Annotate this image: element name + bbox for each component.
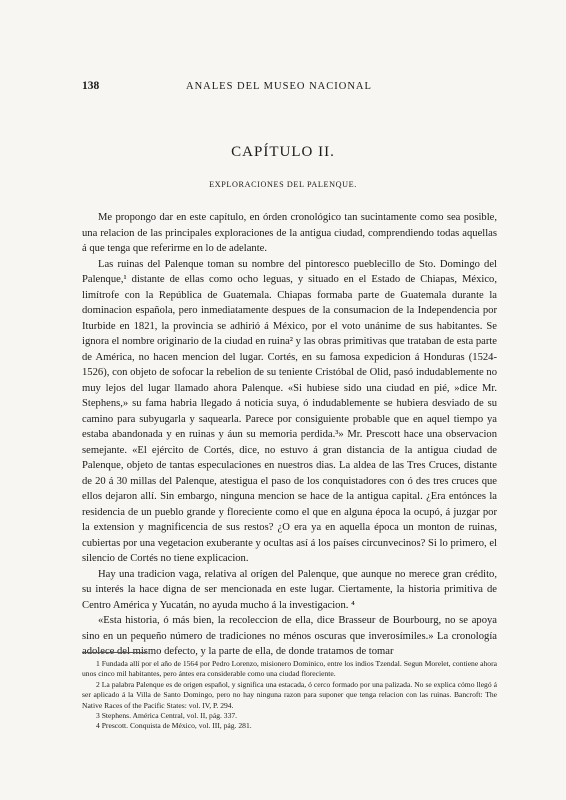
footnote: 3 Stephens. América Central, vol. II, pág. 337. [96,711,238,721]
paragraph: Me propongo dar en este capítulo, en órden cronológico tan sucintamente como sea posible, una relacion de las principales exploraciones de la antigua ciudad, comprendiendo todas aquellas á que tenga que referirme en lo de adelante. [82,212,497,254]
footnote: 2 La palabra Palenque es de origen español, y significa una estacada, ó cerco formado por una palizada. No se explica cómo llegó á ser aplicado á la Villa de Santo Domingo, pero no hay ninguna razon para suponer que tenga relacion con las ruinas. Bancroft: The Native Races of the Pacific States: vol. IV, P. 294. [82,679,497,710]
section-title: EXPLORACIONES DEL PALENQUE. [209,180,357,189]
footnote: 1 Fundada allí por el año de 1564 por Pedro Lorenzo, misionero Dominico, entre los indios Tzendal. Segun Morelet, contiene ahora unos cinco mil habitantes, pero ántes era considerable como una ciudad floreciente. [82,659,497,679]
page-header [82,80,508,92]
running-head: ANALES DEL MUSEO NACIONAL [186,81,372,92]
chapter-title: CAPÍTULO II. [231,144,335,160]
footnote-divider [82,652,146,653]
body-text [82,210,497,660]
paragraph: «Esta historia, ó más bien, la recoleccion de ella, dice Brasseur de Bourbourg, no se apoya sino en un pequeño número de tradiciones no ménos oscuras que inverosímiles.» La cronología adolece del mismo defecto, y la parte de ella, de donde tratamos de tomar [82,615,497,657]
footnote: 4 Prescott. Conquista de México, vol. III, pág. 281. [96,721,252,731]
paragraph: Las ruinas del Palenque toman su nombre del pintoresco pueblecillo de Sto. Domingo del Palenque,¹ distante de ellas como ocho leguas, y situado en el Estado de Chiapas, México, limítrofe con la República de Guatemala. Chiapas formaba parte de Guatemala durante la dominacion española, pero inmediatamente despues de la consumacion de la Independencia por Iturbide en 1821, la provincia se adhirió á México, por el voto unánime de sus habitantes. Se ignora el nombre originario de la ciudad en ruina² y las obras primitivas que trataban de esta parte de América, no hacen mencion del lugar. Cortés, en su famosa expedicion á Honduras (1524-1526), con objeto de sofocar la rebelion de su teniente Cristóbal de Olid, pasó indudablemente no muy lejos del lugar llamado ahora Palenque. «Si hubiese sido una ciudad en pié, »dice Mr. Stephens,» su fama habria llegado á noticia suya, ó indudablemente se hubiera desviado de su camino para subyugarla y saquearla. Parece por consiguiente probable que en aquel tiempo ya estaba abandonada y en ruinas y áun su memoria perdida.³» Mr. Prescott hace una observacion semejante. «El ejército de Cortés, dice, no estuvo á gran distancia de la antigua ciudad de Palenque, objeto de tantas especulaciones en nuestros dias. La aldea de las Tres Cruces, distante de 20 á 30 millas del Palenque, atestigua el paso de los conquistadores con ó des tres cruces que ellos dejaron allí. Sin embargo, ninguna mencion se hace de la antigua capital. ¿Era entónces la residencia de un pueblo grande y floreciente como el que en alguna época la ocupó, á juzgar por la extension y magnificencia de sus restos? ¿O era ya en aquella época un monton de ruinas, cubiertas por una vegetacion exuberante y ocultas así á los países circunvecinos? Si lo primero, el silencio de Cortés no tiene explicacion. [82,258,497,564]
page-number: 138 [82,80,100,92]
footnotes [82,659,497,732]
paragraph: Hay una tradicion vaga, relativa al orígen del Palenque, que aunque no merece gran crédito, su interés la hace digna de ser mencionada en este lugar. Ciertamente, la historia primitiva de Centro América y Yucatán, no ayuda mucho á la investigacion. ⁴ [82,568,497,611]
